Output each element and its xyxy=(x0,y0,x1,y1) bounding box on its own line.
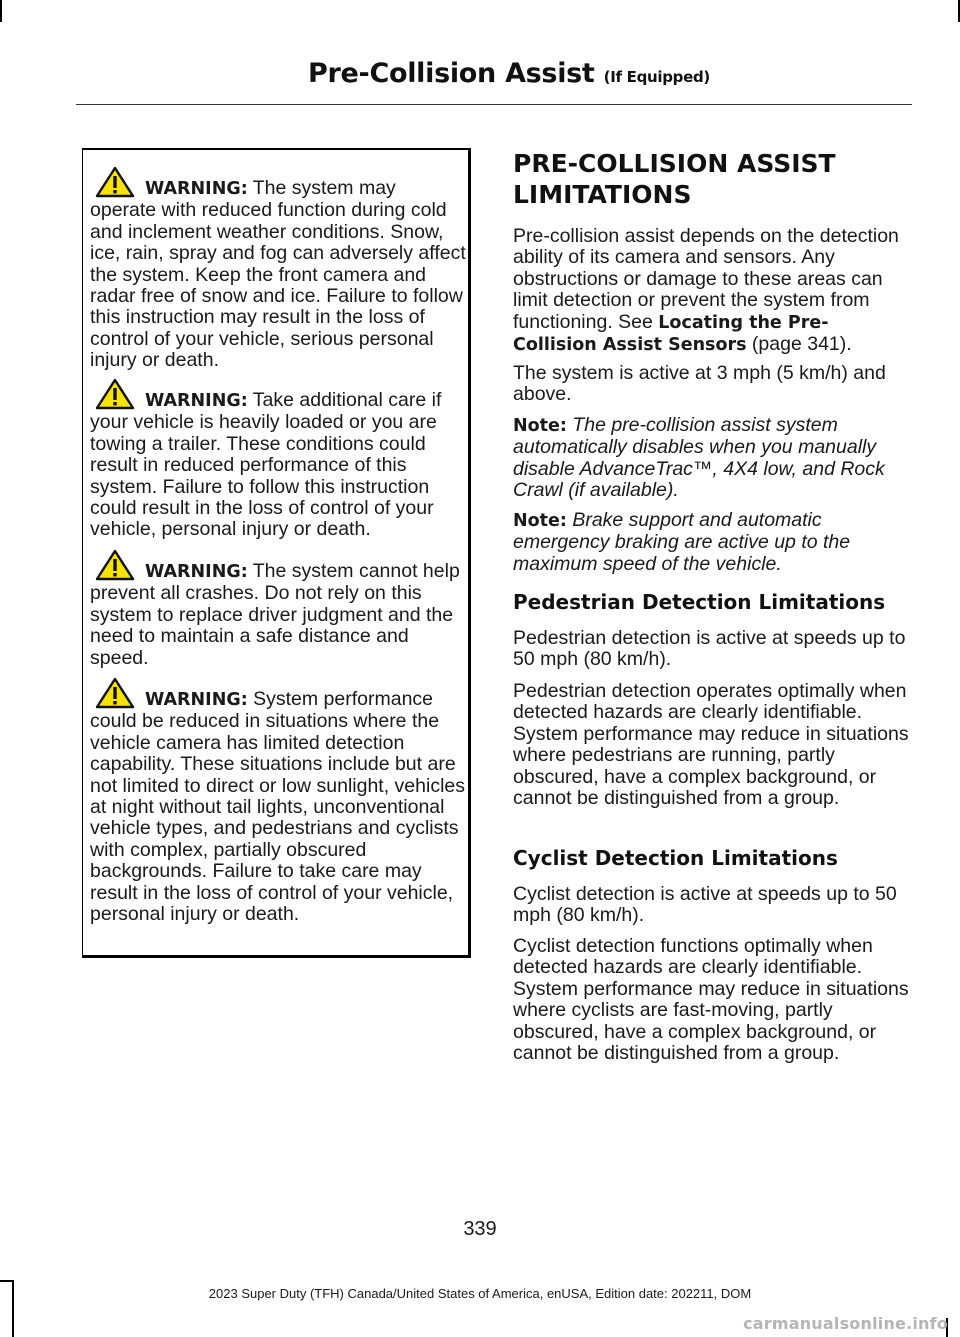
warning-block-1 xyxy=(90,166,466,372)
warning-triangle-icon xyxy=(95,378,135,410)
pedestrian-paragraph-2: Pedestrian detection operates optimally when detected hazards are clearly identifiable. System performance may reduce in situations where pedestrians are running, partly obscured, have a complex background, or cannot be distinguished from a group. xyxy=(513,680,909,810)
warning-label: WARNING: xyxy=(145,562,248,582)
header-title-sub: (If Equipped) xyxy=(603,68,710,86)
warning-text: The system cannot help prevent all crashes. Do not rely on this system to replace driver judgment and the need to maintain a safe distance and speed. xyxy=(90,560,460,669)
active-speed-paragraph: The system is active at 3 mph (5 km/h) and above. xyxy=(513,362,886,406)
warning-label: WARNING: xyxy=(145,690,248,710)
watermark: carmanualsonline.info xyxy=(743,1314,948,1333)
pedestrian-heading: Pedestrian Detection Limitations xyxy=(513,590,886,614)
warning-triangle-icon xyxy=(95,677,135,709)
warning-triangle-icon xyxy=(95,166,135,198)
warning-label: WARNING: xyxy=(145,391,248,411)
pedestrian-paragraph-1: Pedestrian detection is active at speeds up to 50 mph (80 km/h). xyxy=(513,627,906,671)
warning-label: WARNING: xyxy=(145,179,248,199)
warning-text: Take additional care if your vehicle is heavily loaded or you are towing a trailer. These conditions could result in reduced performance of this system. Failure to follow this instruction could result in the loss of control of your vehicle, personal injury or death. xyxy=(90,389,442,541)
page-reference: (page 341). xyxy=(746,333,852,356)
page-header-title xyxy=(308,58,710,89)
section-heading: PRE-COLLISION ASSIST LIMITATIONS xyxy=(513,149,836,209)
warning-block-2 xyxy=(90,378,466,541)
header-title-main: Pre-Collision Assist xyxy=(308,58,595,89)
note-text: The pre-collision assist system automatically disables when you manually disable AdvanceTrac™, 4X4 low, and Rock Crawl (if available). xyxy=(513,414,885,502)
intro-text: Pre-collision assist depends on the detection ability of its camera and sensors. Any obstructions or damage to these areas can limit detection or prevent the system from functioning. See xyxy=(513,225,899,333)
crop-mark xyxy=(0,0,2,22)
cyclist-heading: Cyclist Detection Limitations xyxy=(513,846,838,870)
cyclist-paragraph-2: Cyclist detection functions optimally when detected hazards are clearly identifiable. System performance may reduce in situations where cyclists are fast-moving, partly obscured, have a complex background, or cannot be distinguished from a group. xyxy=(513,935,909,1065)
page-number: 339 xyxy=(463,1218,497,1240)
note-1 xyxy=(513,415,909,502)
crop-mark xyxy=(0,1280,14,1282)
warning-text: The system may operate with reduced function during cold and inclement weather conditions. Snow, ice, rain, spray and fog can adversely affect the system. Keep the front camera and radar free of snow and ice. Failure to follow this instruction may result in the loss of control of your vehicle, serious personal injury or death. xyxy=(90,177,466,372)
warning-triangle-icon xyxy=(95,549,135,581)
warning-block-4 xyxy=(90,677,466,925)
intro-paragraph xyxy=(513,226,909,356)
footer-edition-info: 2023 Super Duty (TFH) Canada/United States of America, enUSA, Edition date: 202211, DOM xyxy=(208,1286,752,1301)
note-label: Note: xyxy=(513,511,567,531)
header-divider xyxy=(76,104,912,105)
note-label: Note: xyxy=(513,416,567,436)
note-text: Brake support and automatic emergency braking are active up to the maximum speed of the vehicle. xyxy=(513,509,851,575)
cyclist-paragraph-1: Cyclist detection is active at speeds up to 50 mph (80 km/h). xyxy=(513,883,897,927)
warning-block-3 xyxy=(90,549,466,669)
note-2 xyxy=(513,510,909,575)
warning-text: System performance could be reduced in situations where the vehicle camera has limited detection capability. These situations include but are not limited to direct or low sunlight, vehicles at night without tail lights, unconventional vehicle types, and pedestrians and cyclists with complex, partially obscured backgrounds. Failure to take care may result in the loss of control of your vehicle, personal injury or death. xyxy=(90,688,466,926)
cross-reference-link[interactable]: Locating the Pre-Collision Assist Sensors xyxy=(513,312,829,356)
